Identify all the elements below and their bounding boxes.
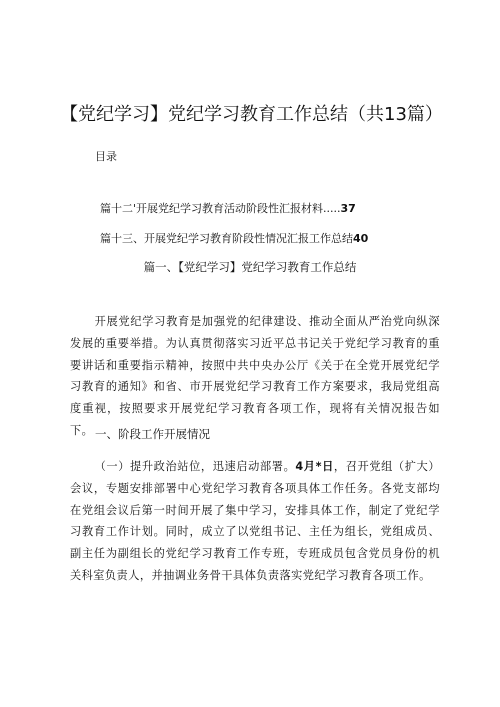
toc-item-page: 40 [353,232,369,245]
toc-item[interactable] [100,200,420,216]
document-title: 【党纪学习】党纪学习教育工作总结（共13篇） [60,104,443,125]
toc-heading: 目录 [95,150,117,163]
paragraph-lead: （一）提升政治站位，迅速启动部署。 [94,460,296,473]
sub-heading: 一、阶段工作开展情况 [95,427,210,441]
date-text: 4月*日 [295,460,334,473]
body-paragraph [70,456,440,587]
intro-paragraph: 开展党纪学习教育是加强党的纪律建设、推动全面从严治党向纵深发展的重要举措。为认真贯彻落实习近平总书记关于党纪学习教育的重要讲话和重要指示精神，按照中共中央办公厅《关于在全党开展党纪学习教育的通知》和省、市开展党纪学习教育工作方案要求，我局党组高度重视，按照要求开展党纪学习教育各项工作，现将有关情况报告如下。 [70,315,440,437]
toc-item-text: 篇十三、开展党纪学习教育阶段性情况汇报工作总结 [100,232,353,245]
toc-item-text: 篇十二'开展党纪学习教育活动阶段性汇报材料..... [100,202,341,215]
section-title: 篇一、【党纪学习】党纪学习教育工作总结 [143,260,357,274]
toc-item-page: 37 [340,202,356,215]
toc-item[interactable] [100,230,420,246]
paragraph-rest: ，召开党组（扩大）会议，专题安排部署中心党纪学习教育各项具体工作任务。各党支部均在党组会议后第一时间开展了集中学习，安排具体工作，制定了党纪学习教育工作计划。同时，成立了以党组书记、主任为组长，党组成员、副主任为副组长的党纪学习教育工作专班，专班成员包含党员身份的机关科室负责人，并抽调业务骨干具体负责落实党纪学习教育各项工作。 [70,460,440,582]
